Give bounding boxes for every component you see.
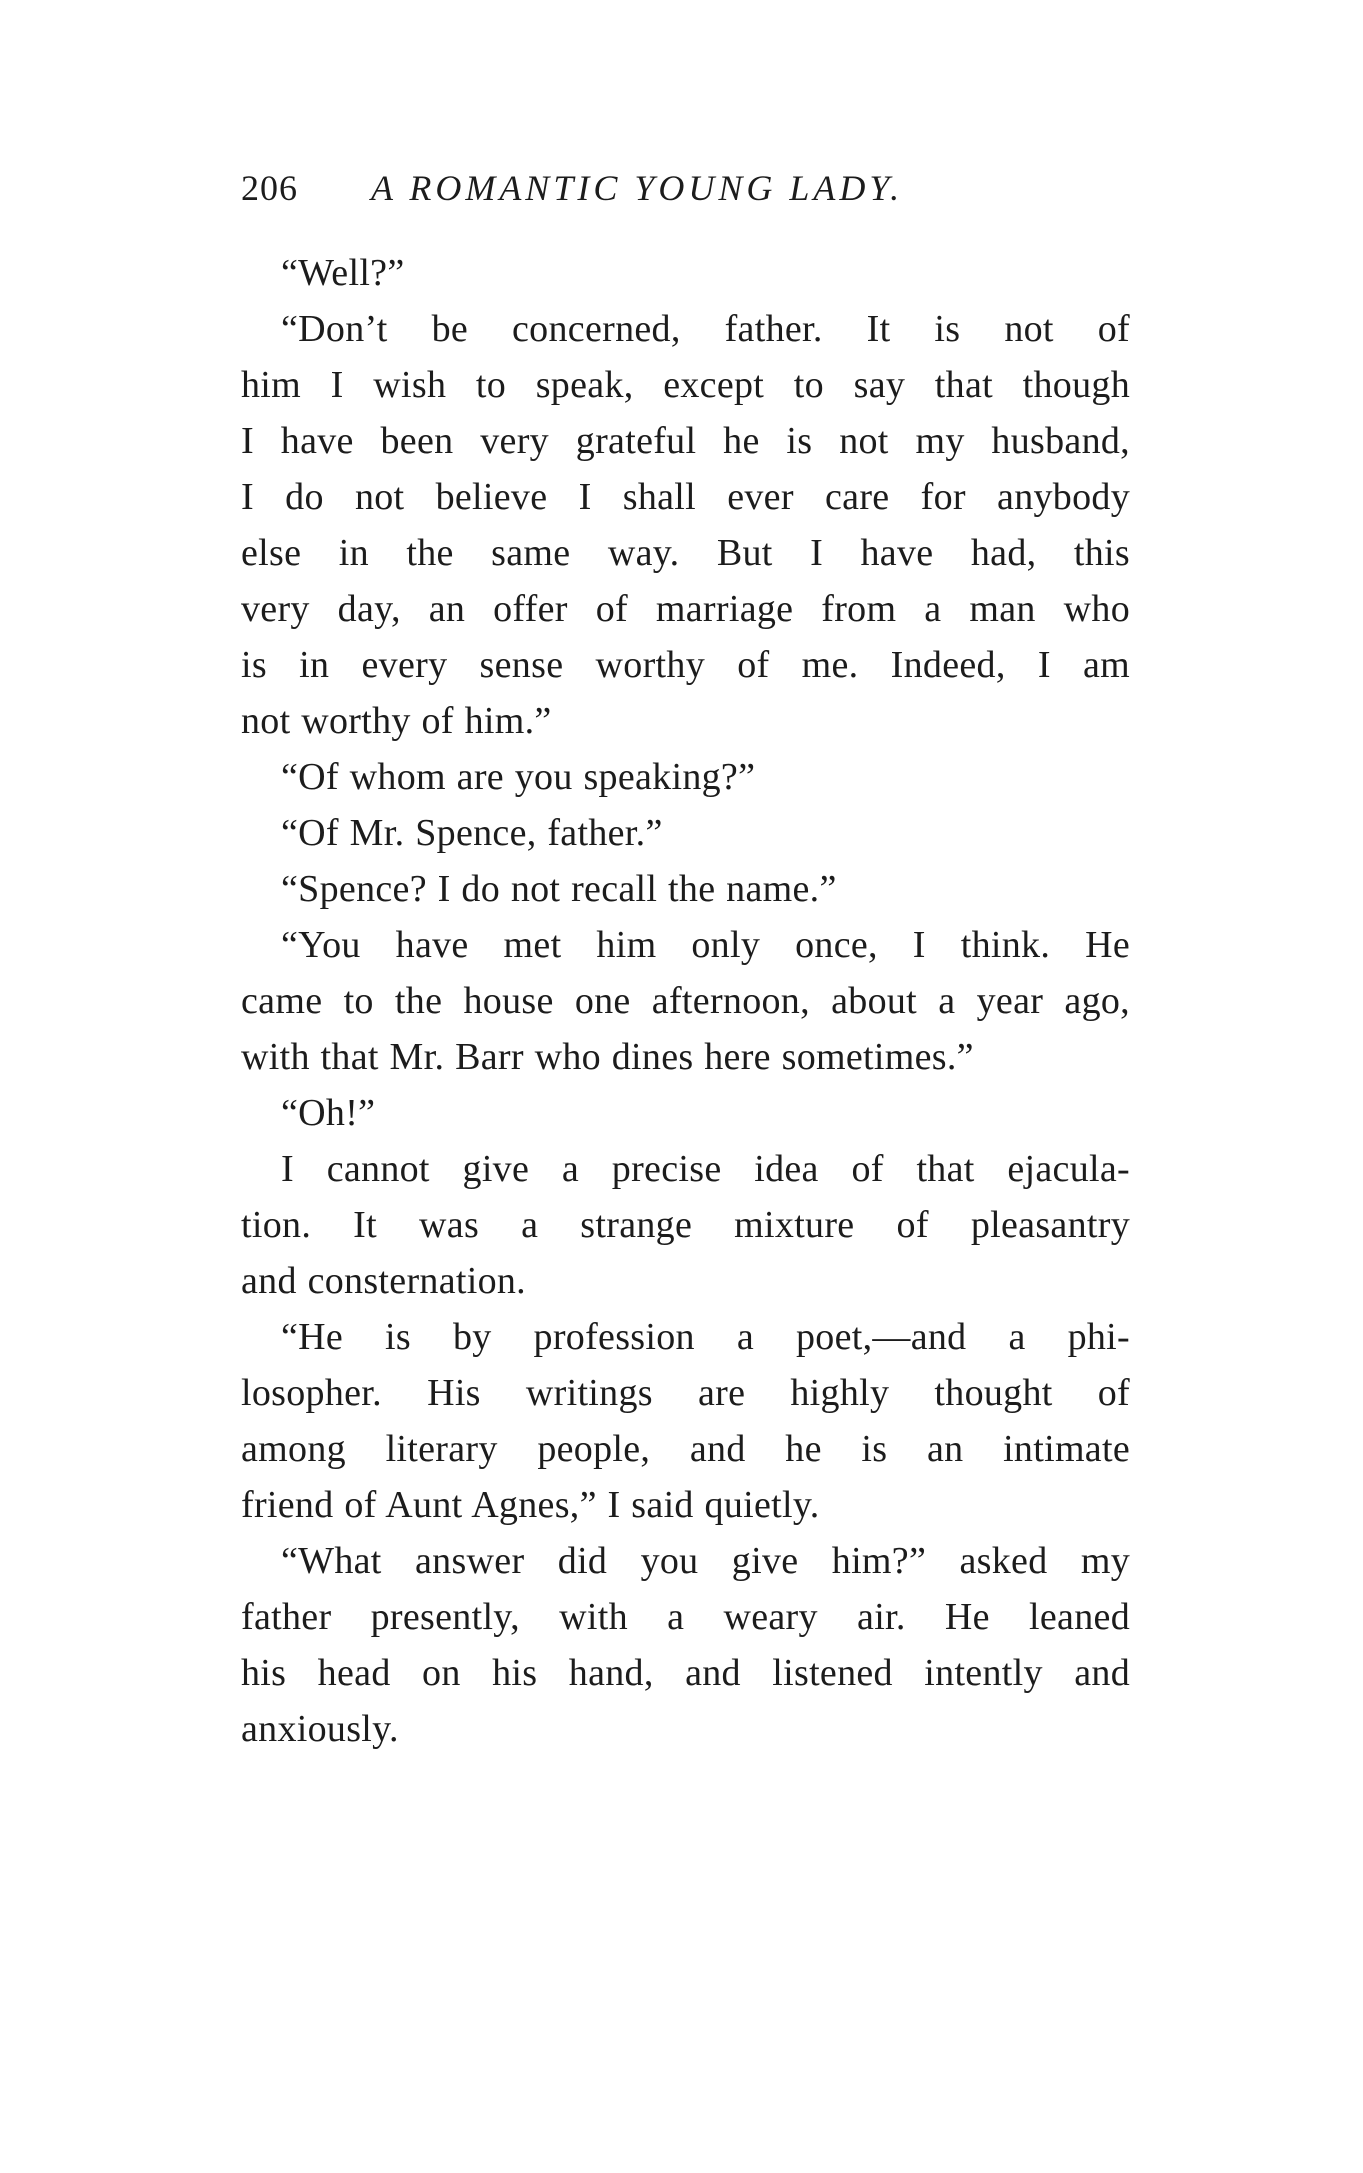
text-line: I cannot give a precise idea of that ejacula- [281,1148,1130,1190]
text-line: “He is by profession a poet,—and a phi- [281,1316,1130,1358]
text-line: “What answer did you give him?” asked my [281,1540,1130,1582]
text-line: “Of whom are you speaking?” [281,756,756,798]
text-line: “You have met him only once, I think. He [281,924,1130,966]
text-line: and consternation. [241,1260,526,1302]
text-line: is in every sense worthy of me. Indeed, I am [241,644,1130,686]
text-line: tion. It was a strange mixture of pleasantry [241,1204,1130,1246]
text-line: friend of Aunt Agnes,” I said quietly. [241,1484,820,1526]
text-line: among literary people, and he is an intimate [241,1428,1130,1470]
text-line: anxiously. [241,1708,399,1750]
text-line: I have been very grateful he is not my husband, [241,420,1130,462]
text-line: not worthy of him.” [241,700,552,742]
text-line: him I wish to speak, except to say that though [241,364,1130,406]
text-line: I do not believe I shall ever care for anybody [241,476,1130,518]
text-line: “Well?” [281,252,405,294]
text-line: “Spence? I do not recall the name.” [281,868,837,910]
text-line: very day, an offer of marriage from a man who [241,588,1130,630]
text-line: his head on his hand, and listened intently and [241,1652,1130,1694]
text-line: “Of Mr. Spence, father.” [281,812,663,854]
text-line: came to the house one afternoon, about a year ago, [241,980,1130,1022]
page-number: 206 [241,168,298,208]
text-line: “Oh!” [281,1092,376,1134]
text-line: losopher. His writings are highly thought of [241,1372,1130,1414]
running-head [241,160,1141,216]
text-line: with that Mr. Barr who dines here sometimes.” [241,1036,974,1078]
running-title: A ROMANTIC YOUNG LADY. [371,168,904,208]
body-text [241,245,1130,1757]
text-line: else in the same way. But I have had, this [241,532,1130,574]
text-line: “Don’t be concerned, father. It is not of [281,308,1130,350]
text-line: father presently, with a weary air. He leaned [241,1596,1130,1638]
